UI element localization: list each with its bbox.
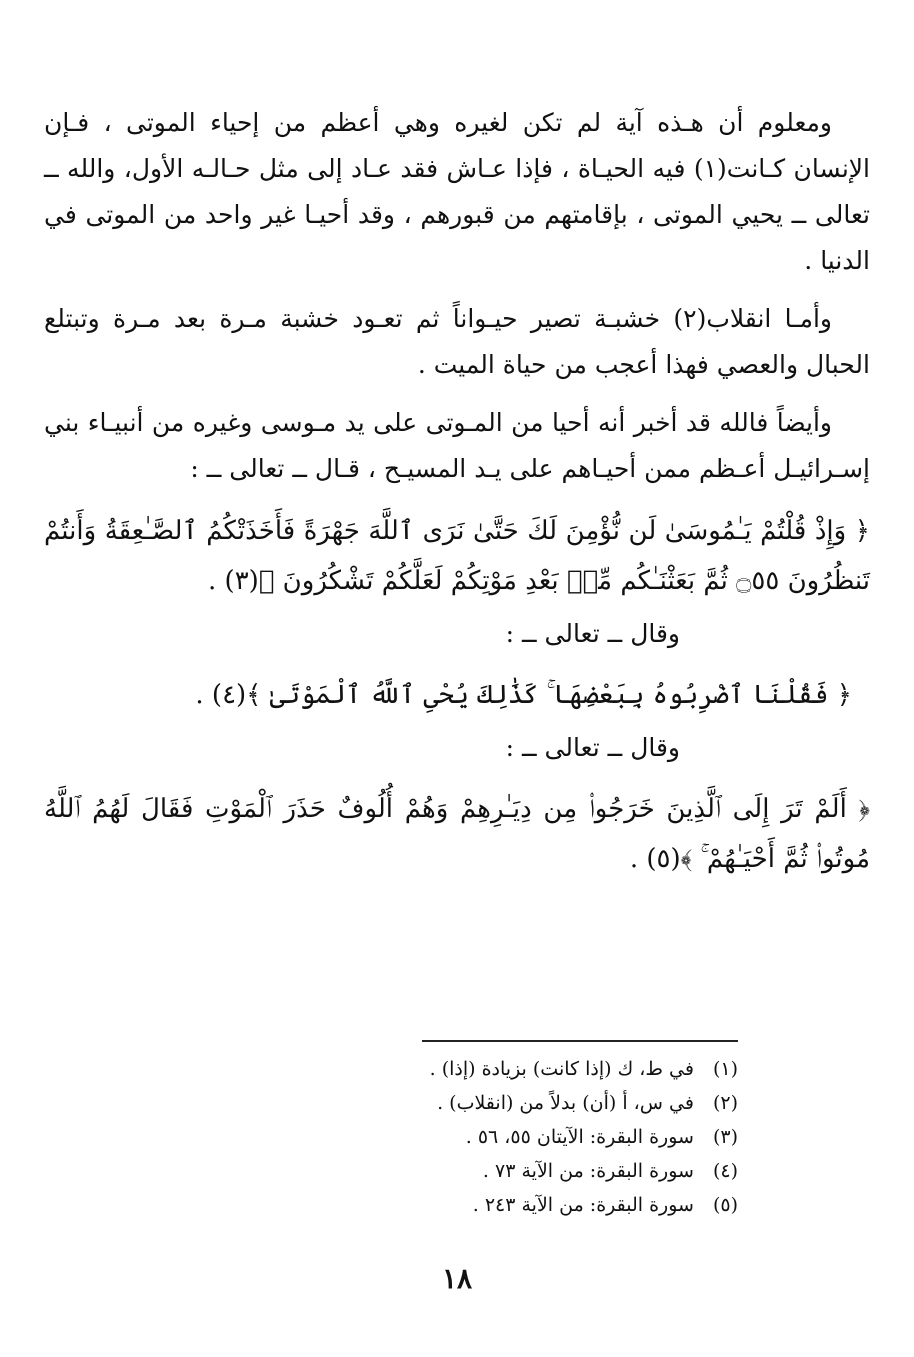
footnote-number: (٢) <box>712 1092 738 1114</box>
paragraph-1: ومعلوم أن هـذه آية لم تكن لغيره وهي أعظم من إحياء الموتى ، فـإن الإنسان كـانت(١) فيه الحيـاة ، فإذا عـاش فقد عـاد إلى مثل حـالـه الأول، والله ــ تعالى ــ يحيي الموتى ، بإقامتهم من قبورهم ، وقد أحيـا غير واحد من الموتى في الدنيا . <box>44 108 870 275</box>
footnote-number: (٣) <box>712 1126 738 1148</box>
footnote-text: في ط، ك (إذا كانت) بزيادة (إذا) . <box>429 1058 694 1080</box>
footnote-number: (٥) <box>712 1194 738 1216</box>
footnote-item <box>422 1154 738 1188</box>
footnote-item <box>422 1120 738 1154</box>
footnote-list <box>422 1052 738 1222</box>
paragraph-2: وأمـا انقلاب(٢) خشبـة تصير حيـواناً ثم تعـود خشبة مـرة بعد مـرة وتبتلع الحبال والعصي فهذا أعجب من حياة الميت . <box>44 304 870 379</box>
page-body <box>44 100 870 890</box>
footnote-item <box>422 1188 738 1222</box>
footnote-item <box>422 1052 738 1086</box>
quran-verse-2: ﴿ فَقُلْنَا ٱضْرِبُوهُ بِبَعْضِهَا ۚ كَذَٰلِكَ يُحْىِ ٱللَّهُ ٱلْمَوْتَىٰ ﴾(٤) . <box>195 680 852 710</box>
footnote-text: في س، أ (أن) بدلاً من (انقلاب) . <box>437 1092 694 1114</box>
footnote-item <box>422 1086 738 1120</box>
paragraph-3: وأيضاً فالله قد أخبر أنه أحيا من المـوتى على يد مـوسى وغيره من أنبيـاء بني إسـرائيـل أعـظم ممن أحيـاهم على يـد المسيـح ، قـال ــ تعالى ــ : <box>44 408 870 483</box>
footnote-number: (٤) <box>712 1160 738 1182</box>
footnote-text: سورة البقرة: من الآية ٢٤٣ . <box>472 1194 694 1216</box>
said-line-1: وقال ــ تعالى ــ : <box>505 619 680 648</box>
footnote-text: سورة البقرة: من الآية ٧٣ . <box>482 1160 694 1182</box>
footnote-number: (١) <box>712 1058 738 1080</box>
page-number: ١٨ <box>441 1262 473 1295</box>
quran-verse-1: ﴿ وَإِذْ قُلْتُمْ يَـٰمُوسَىٰ لَن نُّؤْمِنَ لَكَ حَتَّىٰ نَرَى ٱللَّهَ جَهْرَةً فَأَخَذَتْكُمُ ٱلصَّـٰعِقَةُ وَأَنتُمْ تَنظُرُونَ ۝٥٥ ثُمَّ بَعَثْنَـٰكُم مِّنۢ بَعْدِ مَوْتِكُمْ لَعَلَّكُمْ تَشْكُرُونَ ﴾(٣) . <box>44 516 870 596</box>
footnotes-section <box>422 1040 738 1222</box>
footnote-text: سورة البقرة: الآيتان ٥٥، ٥٦ . <box>465 1126 694 1148</box>
quran-verse-3: ﴿ أَلَمْ تَرَ إِلَى ٱلَّذِينَ خَرَجُوا۟ مِن دِيَـٰرِهِمْ وَهُمْ أُلُوفٌ حَذَرَ ٱلْمَوْتِ فَقَالَ لَهُمُ ٱللَّهُ مُوتُوا۟ ثُمَّ أَحْيَـٰهُمْ ۚ ﴾(٥) . <box>44 794 870 874</box>
said-line-2: وقال ــ تعالى ــ : <box>505 733 680 762</box>
